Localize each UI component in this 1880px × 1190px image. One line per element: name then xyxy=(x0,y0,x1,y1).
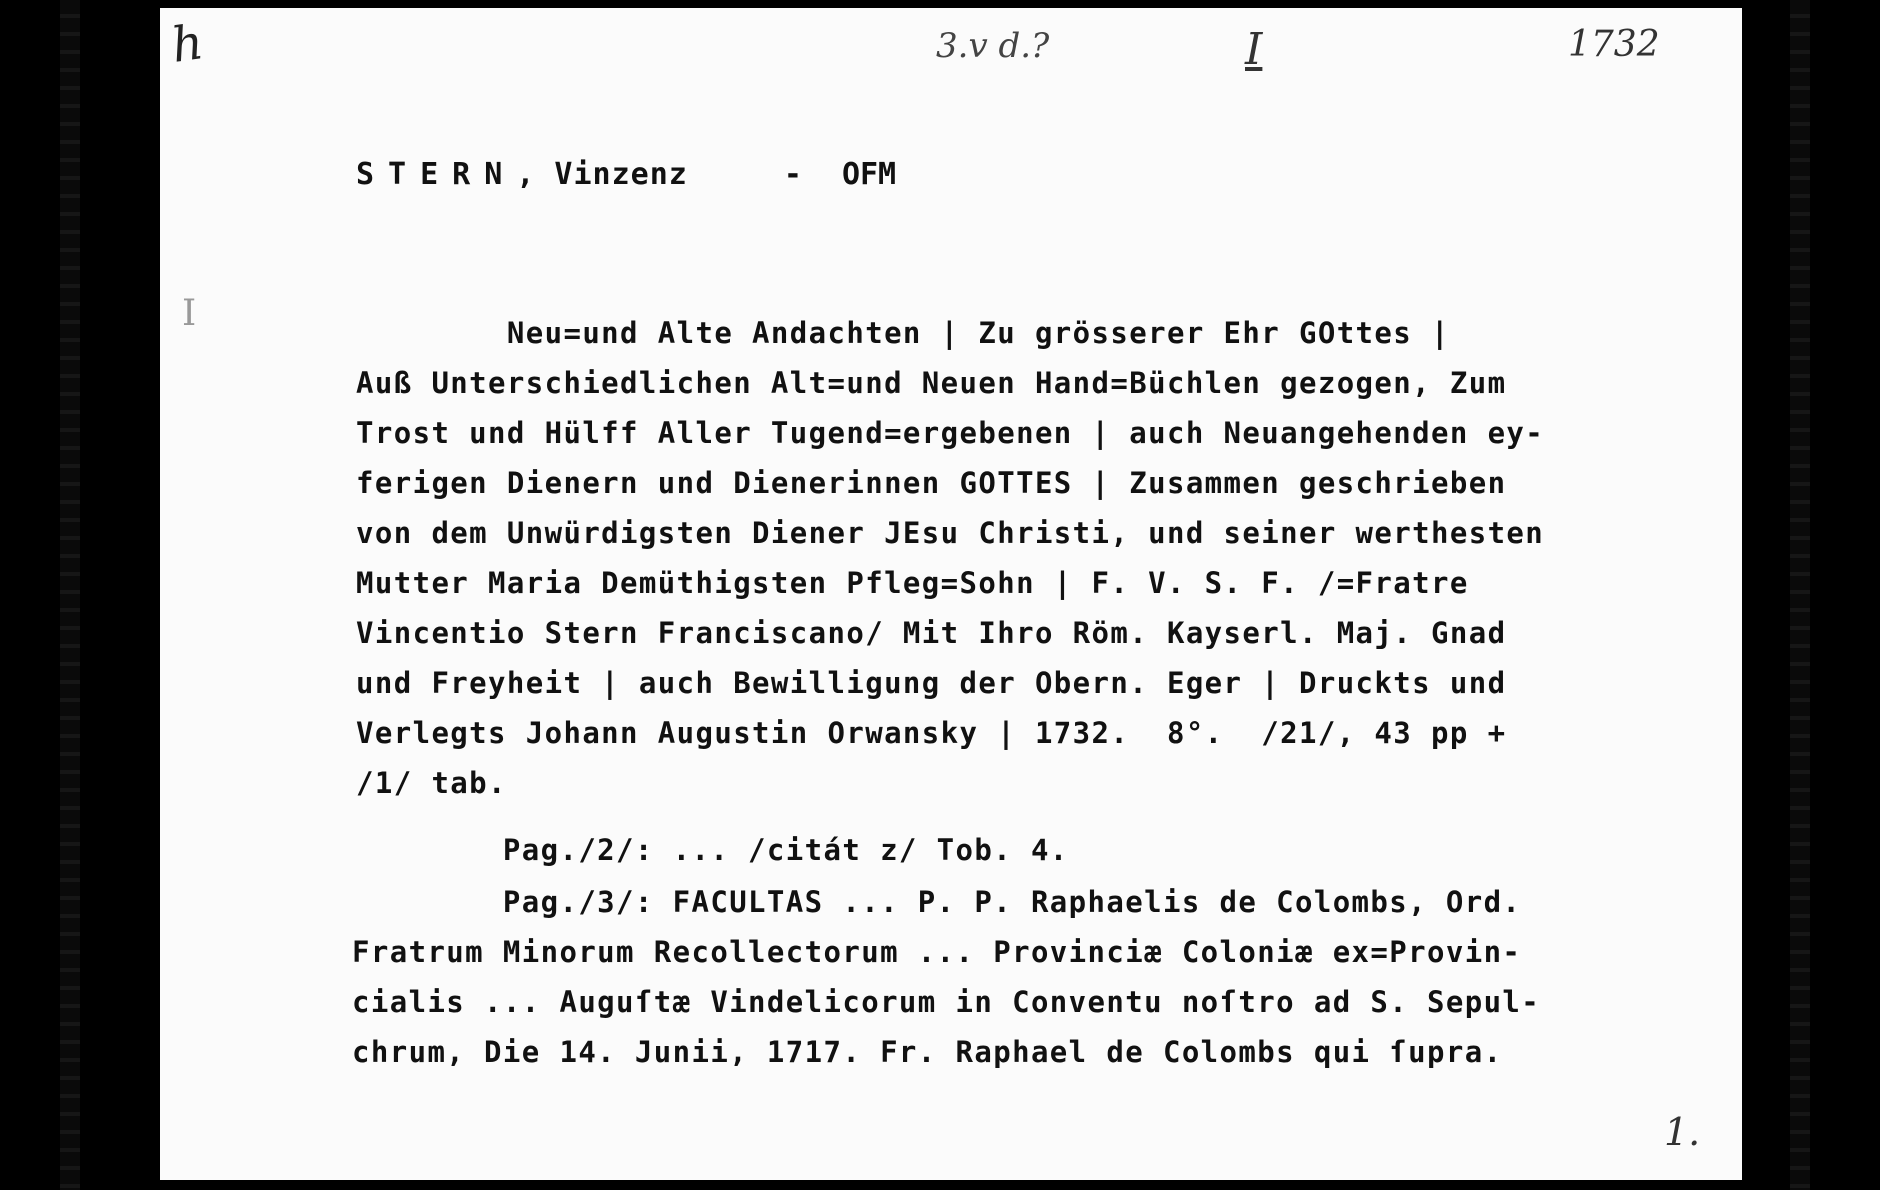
body-line: ferigen Dienern und Dienerinnen GOTTES | Zusammen geschrieben xyxy=(356,466,1507,500)
religious-order: OFM xyxy=(841,157,897,192)
body-line: Mutter Maria Demüthigsten Pfleg=Sohn | F. V. S. F. /=Fratre xyxy=(356,566,1469,600)
handwritten-margin-mark: I xyxy=(182,293,197,334)
body-line: Auß Unterschiedlichen Alt=und Neuen Hand=Büchlen gezogen, Zum xyxy=(356,366,1507,400)
author-header xyxy=(356,157,897,192)
page-notes xyxy=(352,833,1727,1086)
body-line: Neu=und Alte Andachten | Zu grösserer Ehr GOttes | xyxy=(356,316,1450,350)
body-line: von dem Unwürdigsten Diener JEsu Christi, und seiner werthesten xyxy=(356,516,1545,550)
body-line: Verlegts Johann Augustin Orwansky | 1732. 8°. /21/, 43 pp + xyxy=(356,716,1507,750)
note-line: cialis ... Auguſtæ Vindelicorum in Conventu noſtro ad S. Sepul- xyxy=(352,985,1541,1019)
body-line: Vincentio Stern Franciscano/ Mit Ihro Röm. Kayserl. Maj. Gnad xyxy=(356,616,1507,650)
handwritten-roman-numeral: I xyxy=(1245,24,1263,75)
note-line: Fratrum Minorum Recollectorum ... Provinciæ Coloniæ ex=Provin- xyxy=(352,935,1522,969)
body-line: und Freyheit | auch Bewilligung der Obern. Eger | Druckts und xyxy=(356,666,1507,700)
handwritten-page-number: 1. xyxy=(1664,1110,1701,1154)
note-line: chrum, Die 14. Junii, 1717. Fr. Raphael de Colombs qui ſupra. xyxy=(352,1035,1503,1069)
handwritten-top-left: h xyxy=(168,14,207,74)
header-dash: - xyxy=(783,157,802,192)
catalog-card xyxy=(160,8,1742,1180)
film-edge-left xyxy=(60,0,80,1190)
film-edge-right xyxy=(1790,0,1810,1190)
author-surname: STERN xyxy=(356,157,517,192)
note-line: Pag./2/: ... /citát z/ Tob. 4. xyxy=(352,833,1069,867)
body-line: /1/ tab. xyxy=(356,766,507,800)
title-description xyxy=(356,316,1726,800)
handwritten-year: 1732 xyxy=(1568,24,1660,65)
note-line: Pag./3/: FACULTAS ... P. P. Raphaelis de Colombs, Ord. xyxy=(352,885,1522,919)
handwritten-signature: 3.v d.? xyxy=(936,26,1050,66)
body-line: Trost und Hülff Aller Tugend=ergebenen | auch Neuangehenden ey- xyxy=(356,416,1545,450)
author-given-name: , Vinzenz xyxy=(516,157,688,192)
